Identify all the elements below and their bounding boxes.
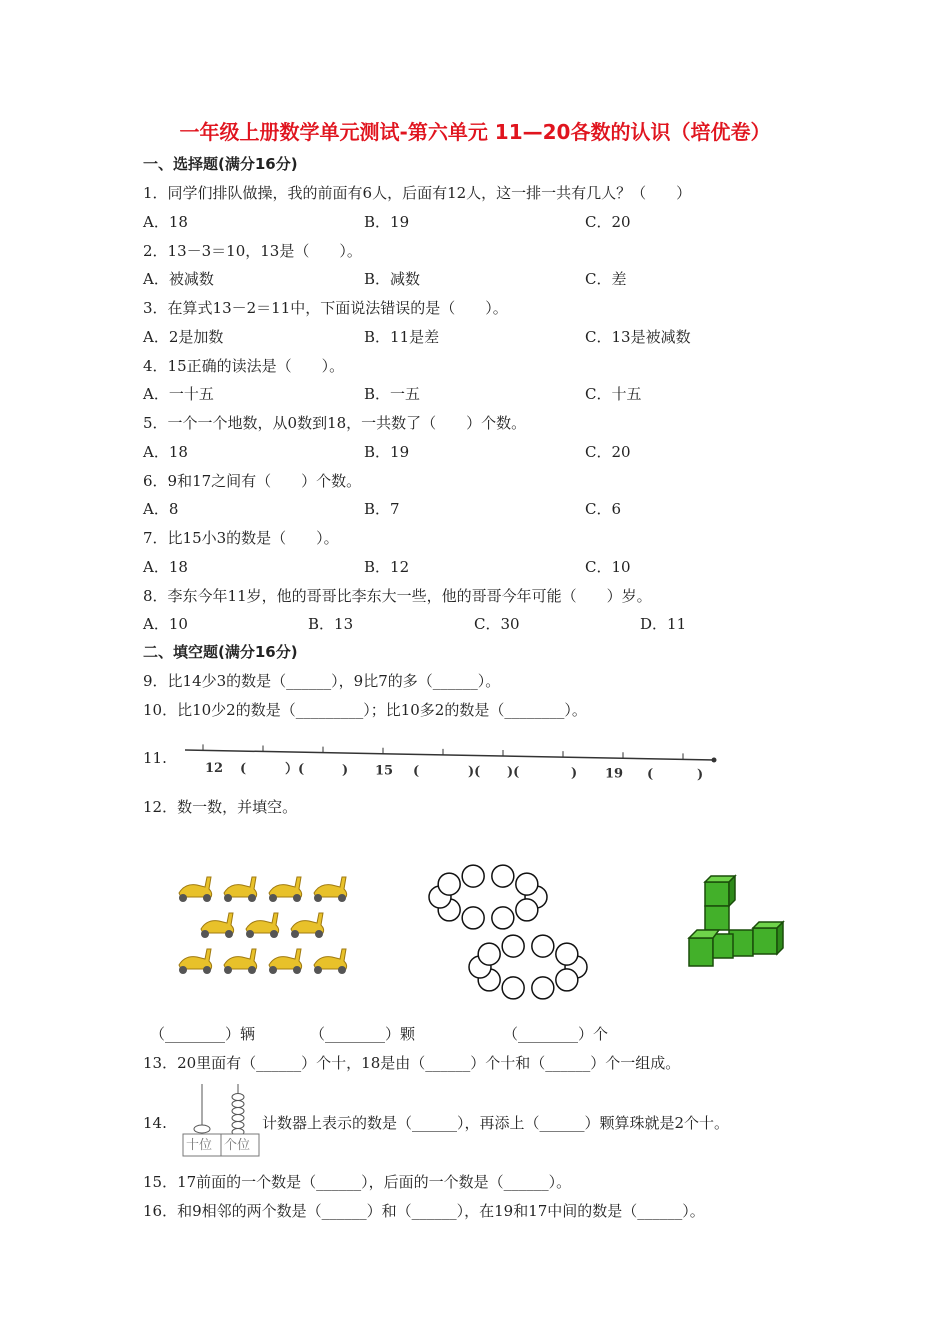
question-7: 7．比15小3的数是（ ）。 bbox=[143, 529, 339, 547]
scooter-icon bbox=[269, 949, 302, 974]
number-line-label: )( bbox=[468, 764, 481, 780]
scooter-icon bbox=[269, 877, 302, 902]
number-line-label: 19 bbox=[605, 766, 624, 782]
number-line-label: 15 bbox=[375, 763, 394, 779]
bead-circle bbox=[532, 935, 554, 957]
option-3-A[interactable]: A．2是加数 bbox=[143, 327, 224, 346]
answer-scooters: （________）辆 bbox=[150, 1025, 256, 1043]
bead-circle bbox=[492, 865, 514, 887]
question-3: 3．在算式13－2＝11中，下面说法错误的是（ ）。 bbox=[143, 299, 508, 317]
scooter-icon bbox=[224, 949, 257, 974]
number-line-label: ( bbox=[413, 764, 420, 779]
option-5-B[interactable]: B．19 bbox=[364, 442, 410, 461]
question-4: 4．15正确的读法是（ ）。 bbox=[143, 356, 345, 375]
scooter-icon bbox=[291, 913, 324, 938]
number-line-label: ( bbox=[647, 767, 654, 782]
question-10: 10．比10少2的数是（_________）；比10多2的数是（________）。 bbox=[143, 701, 587, 719]
option-2-A[interactable]: A．被减数 bbox=[143, 270, 214, 288]
option-8-D[interactable]: D．11 bbox=[640, 615, 687, 633]
option-5-C[interactable]: C．20 bbox=[585, 442, 631, 461]
bead-circle bbox=[556, 969, 578, 991]
worksheet-title: 一年级上册数学单元测试-第六单元 11—20各数的认识（培优卷） bbox=[179, 120, 771, 144]
option-7-A[interactable]: A．18 bbox=[143, 557, 188, 576]
number-line-label: ）( bbox=[285, 762, 305, 778]
abacus-ones-label: 个位 bbox=[224, 1138, 251, 1153]
option-7-B[interactable]: B．12 bbox=[364, 557, 410, 576]
question-14-number: 14. bbox=[143, 1114, 167, 1132]
option-3-B[interactable]: B．11是差 bbox=[364, 327, 440, 346]
question-2: 2．13－3＝10，13是（ ）。 bbox=[143, 241, 362, 260]
option-4-B[interactable]: B．一五 bbox=[364, 385, 421, 403]
section-choice-heading: 一、选择题(满分16分) bbox=[143, 155, 298, 173]
option-4-A[interactable]: A．一十五 bbox=[143, 385, 214, 403]
option-2-B[interactable]: B．减数 bbox=[364, 270, 421, 288]
bead-circle bbox=[556, 943, 578, 965]
answer-cubes: （________）个 bbox=[503, 1025, 609, 1043]
question-8: 8．李东今年11岁，他的哥哥比李东大一些，他的哥哥今年可能（ ）岁。 bbox=[143, 586, 652, 605]
question-13: 13．20里面有（______）个十，18是由（______）个十和（______）个一组成。 bbox=[143, 1054, 681, 1072]
section-fill-heading: 二、填空题(满分16分) bbox=[143, 643, 298, 661]
option-1-B[interactable]: B．19 bbox=[364, 212, 410, 231]
question-12: 12．数一数，并填空。 bbox=[143, 798, 298, 816]
number-line-label: )( bbox=[507, 765, 520, 781]
option-7-C[interactable]: C．10 bbox=[585, 557, 631, 576]
question-6: 6．9和17之间有（ ）个数。 bbox=[143, 471, 362, 490]
scooter-icon bbox=[314, 949, 347, 974]
number-line bbox=[185, 738, 720, 788]
option-3-C[interactable]: C．13是被减数 bbox=[585, 327, 691, 346]
question-15: 15．17前面的一个数是（______），后面的一个数是（______）。 bbox=[143, 1173, 572, 1191]
abacus-tens-label: 十位 bbox=[186, 1138, 213, 1153]
number-line-label: ( bbox=[240, 761, 247, 777]
bead-circle bbox=[462, 907, 484, 929]
bead-circle bbox=[462, 865, 484, 887]
scooter-icon bbox=[314, 877, 347, 902]
option-5-A[interactable]: A．18 bbox=[143, 442, 188, 461]
number-line-label: ) bbox=[697, 767, 704, 783]
question-1: 1．同学们排队做操，我的前面有6人，后面有12人，这一排一共有几人？（ ） bbox=[143, 184, 692, 202]
option-2-C[interactable]: C．差 bbox=[585, 270, 627, 288]
bead-circle bbox=[502, 935, 524, 957]
option-1-C[interactable]: C．20 bbox=[585, 212, 631, 231]
question-16: 16．和9相邻的两个数是（______）和（______），在19和17中间的数是（______）。 bbox=[143, 1202, 705, 1220]
bead-circle bbox=[502, 977, 524, 999]
scooters-picture bbox=[165, 870, 350, 980]
answer-beads: （________）颗 bbox=[310, 1025, 416, 1043]
scooter-icon bbox=[246, 913, 279, 938]
bead-circle bbox=[438, 873, 460, 895]
cubes-picture bbox=[685, 872, 785, 972]
option-8-B[interactable]: B．13 bbox=[308, 615, 354, 633]
scooter-icon bbox=[224, 877, 257, 902]
question-14: 计数器上表示的数是（______），再添上（______）颗算珠就是2个十。 bbox=[262, 1114, 730, 1132]
bead-circle bbox=[516, 873, 538, 895]
question-5: 5．一个一个地数，从0数到18，一共数了（ ）个数。 bbox=[143, 414, 527, 432]
scooter-icon bbox=[179, 949, 212, 974]
option-6-B[interactable]: B．7 bbox=[364, 500, 400, 518]
question-9: 9．比14少3的数是（______），9比7的多（______）。 bbox=[143, 672, 501, 690]
question-11-number: 11. bbox=[143, 749, 167, 767]
option-8-A[interactable]: A．10 bbox=[143, 615, 188, 633]
number-line-label: 12 bbox=[205, 761, 224, 776]
bead-circle bbox=[492, 907, 514, 929]
option-8-C[interactable]: C．30 bbox=[474, 615, 520, 633]
circles-picture bbox=[425, 855, 595, 1010]
option-6-C[interactable]: C．6 bbox=[585, 500, 622, 518]
scooter-icon bbox=[179, 877, 212, 902]
number-line-label: ) bbox=[571, 765, 578, 781]
option-1-A[interactable]: A．18 bbox=[143, 212, 188, 231]
bead-circle bbox=[532, 977, 554, 999]
scooter-icon bbox=[201, 913, 234, 938]
option-6-A[interactable]: A．8 bbox=[143, 500, 179, 518]
number-line-label: ) bbox=[342, 762, 349, 778]
bead-circle bbox=[478, 943, 500, 965]
bead-circle bbox=[516, 899, 538, 921]
option-4-C[interactable]: C．十五 bbox=[585, 385, 642, 403]
